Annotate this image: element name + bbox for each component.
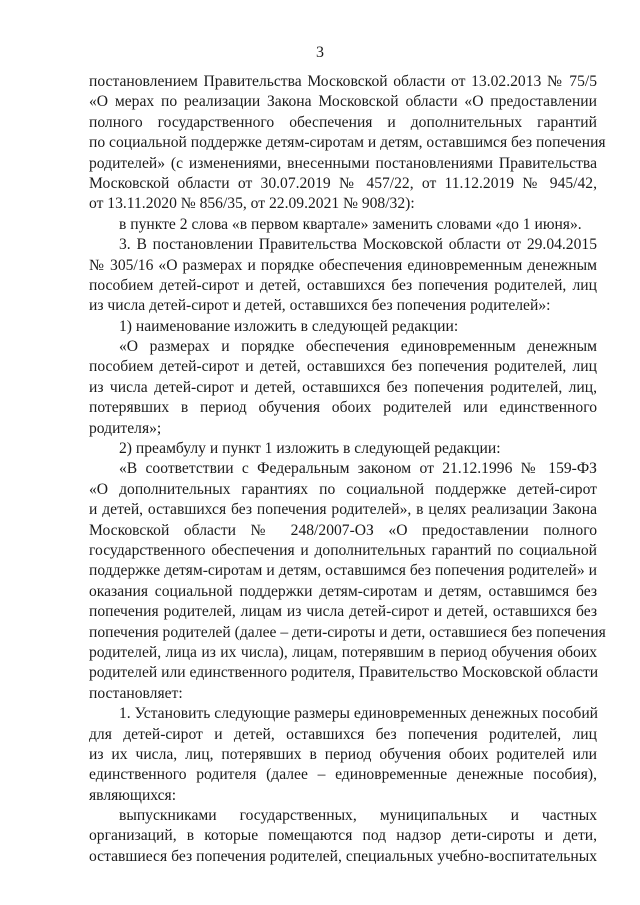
text-line: 1. Установить следующие размеры единовременных денежных пособий: [119, 705, 599, 723]
text-line: из числа детей-сирот и детей, оставшихся без попечения родителей»:: [89, 297, 551, 315]
text-line: являющихся:: [89, 786, 177, 804]
text-line: потерявших в период обучения обоих родителей или единственного: [89, 399, 597, 417]
text-line: «В соответствии с Федеральным законом от 21.12.1996 № 159-ФЗ: [119, 460, 597, 478]
text-line: родителей, лица из их числа), лицам, потерявшим в период обучения обоих: [89, 643, 597, 661]
text-line: Московской области от 30.07.2019 № 457/22, от 11.12.2019 № 945/42,: [89, 174, 597, 192]
text-line: пособием детей-сирот и детей, оставшихся без попечения родителей, лиц: [89, 358, 597, 376]
text-line: 1) наименование изложить в следующей редакции:: [119, 317, 459, 335]
text-line: пособием детей-сирот и детей, оставшихся без попечения родителей, лиц: [89, 276, 597, 294]
text-line: выпускниками государственных, муниципальных и частных: [119, 807, 597, 825]
document-body: [89, 72, 606, 867]
text-line: государственного обеспечения и дополнительных гарантий по социальной: [89, 541, 597, 559]
text-line: 3. В постановлении Правительства Московской области от 29.04.2015: [119, 236, 597, 254]
text-line: «О размерах и порядке обеспечения единовременным денежным: [119, 338, 597, 356]
text-line: организаций, в которые помещаются под надзор дети-сироты и дети,: [89, 827, 597, 845]
text-line: 2) преамбулу и пункт 1 изложить в следующей редакции:: [119, 440, 501, 458]
text-line: единственного родителя (далее – единовременные денежные пособия),: [89, 766, 597, 784]
text-line: по социальной поддержке детям-сиротам и детям, оставшимся без попечения: [89, 134, 606, 152]
text-line: попечения родителей (далее – дети-сироты и дети, оставшиеся без попечения: [89, 623, 606, 641]
text-line: родителей» (с изменениями, внесенными постановлениями Правительства: [89, 154, 597, 172]
text-line: родителей или единственного родителя, Правительство Московской области: [89, 664, 599, 682]
text-line: попечения родителей, лицам из числа детей-сирот и детей, оставшихся без: [89, 603, 597, 621]
text-line: постановляет:: [89, 684, 183, 702]
text-line: «О мерах по реализации Закона Московской области «О предоставлении: [89, 93, 597, 111]
text-line: от 13.11.2020 № 856/35, от 22.09.2021 № 908/32):: [89, 195, 415, 213]
text-line: оказания социальной поддержки детям-сиротам и детям, оставшимся без: [89, 582, 597, 600]
text-line: из числа детей-сирот и детей, оставшихся без попечения родителей, лиц,: [89, 378, 597, 396]
page-number: 3: [316, 44, 324, 61]
text-line: постановлением Правительства Московской области от 13.02.2013 № 75/5: [89, 73, 597, 90]
text-line: полного государственного обеспечения и дополнительных гарантий: [89, 113, 597, 131]
text-line: Московской области № 248/2007-ОЗ «О предоставлении полного: [89, 521, 597, 539]
text-line: в пункте 2 слова «в первом квартале» заменить словами «до 1 июня».: [119, 215, 582, 233]
text-line: «О дополнительных гарантиях по социальной поддержке детей-сирот: [89, 480, 597, 498]
text-line: поддержке детям-сиротам и детям, оставшимся без попечения родителей» и: [89, 562, 597, 580]
text-line: № 305/16 «О размерах и порядке обеспечения единовременным денежным: [89, 256, 597, 274]
text-line: для детей-сирот и детей, оставшихся без попечения родителей, лиц: [89, 725, 597, 743]
text-line: и детей, оставшихся без попечения родителей», в целях реализации Закона: [89, 501, 597, 519]
text-line: из их числа, лиц, потерявших в период обучения обоих родителей или: [89, 745, 597, 763]
text-line: родителя»;: [89, 419, 162, 437]
text-line: оставшиеся без попечения родителей, специальных учебно-воспитательных: [89, 847, 597, 865]
